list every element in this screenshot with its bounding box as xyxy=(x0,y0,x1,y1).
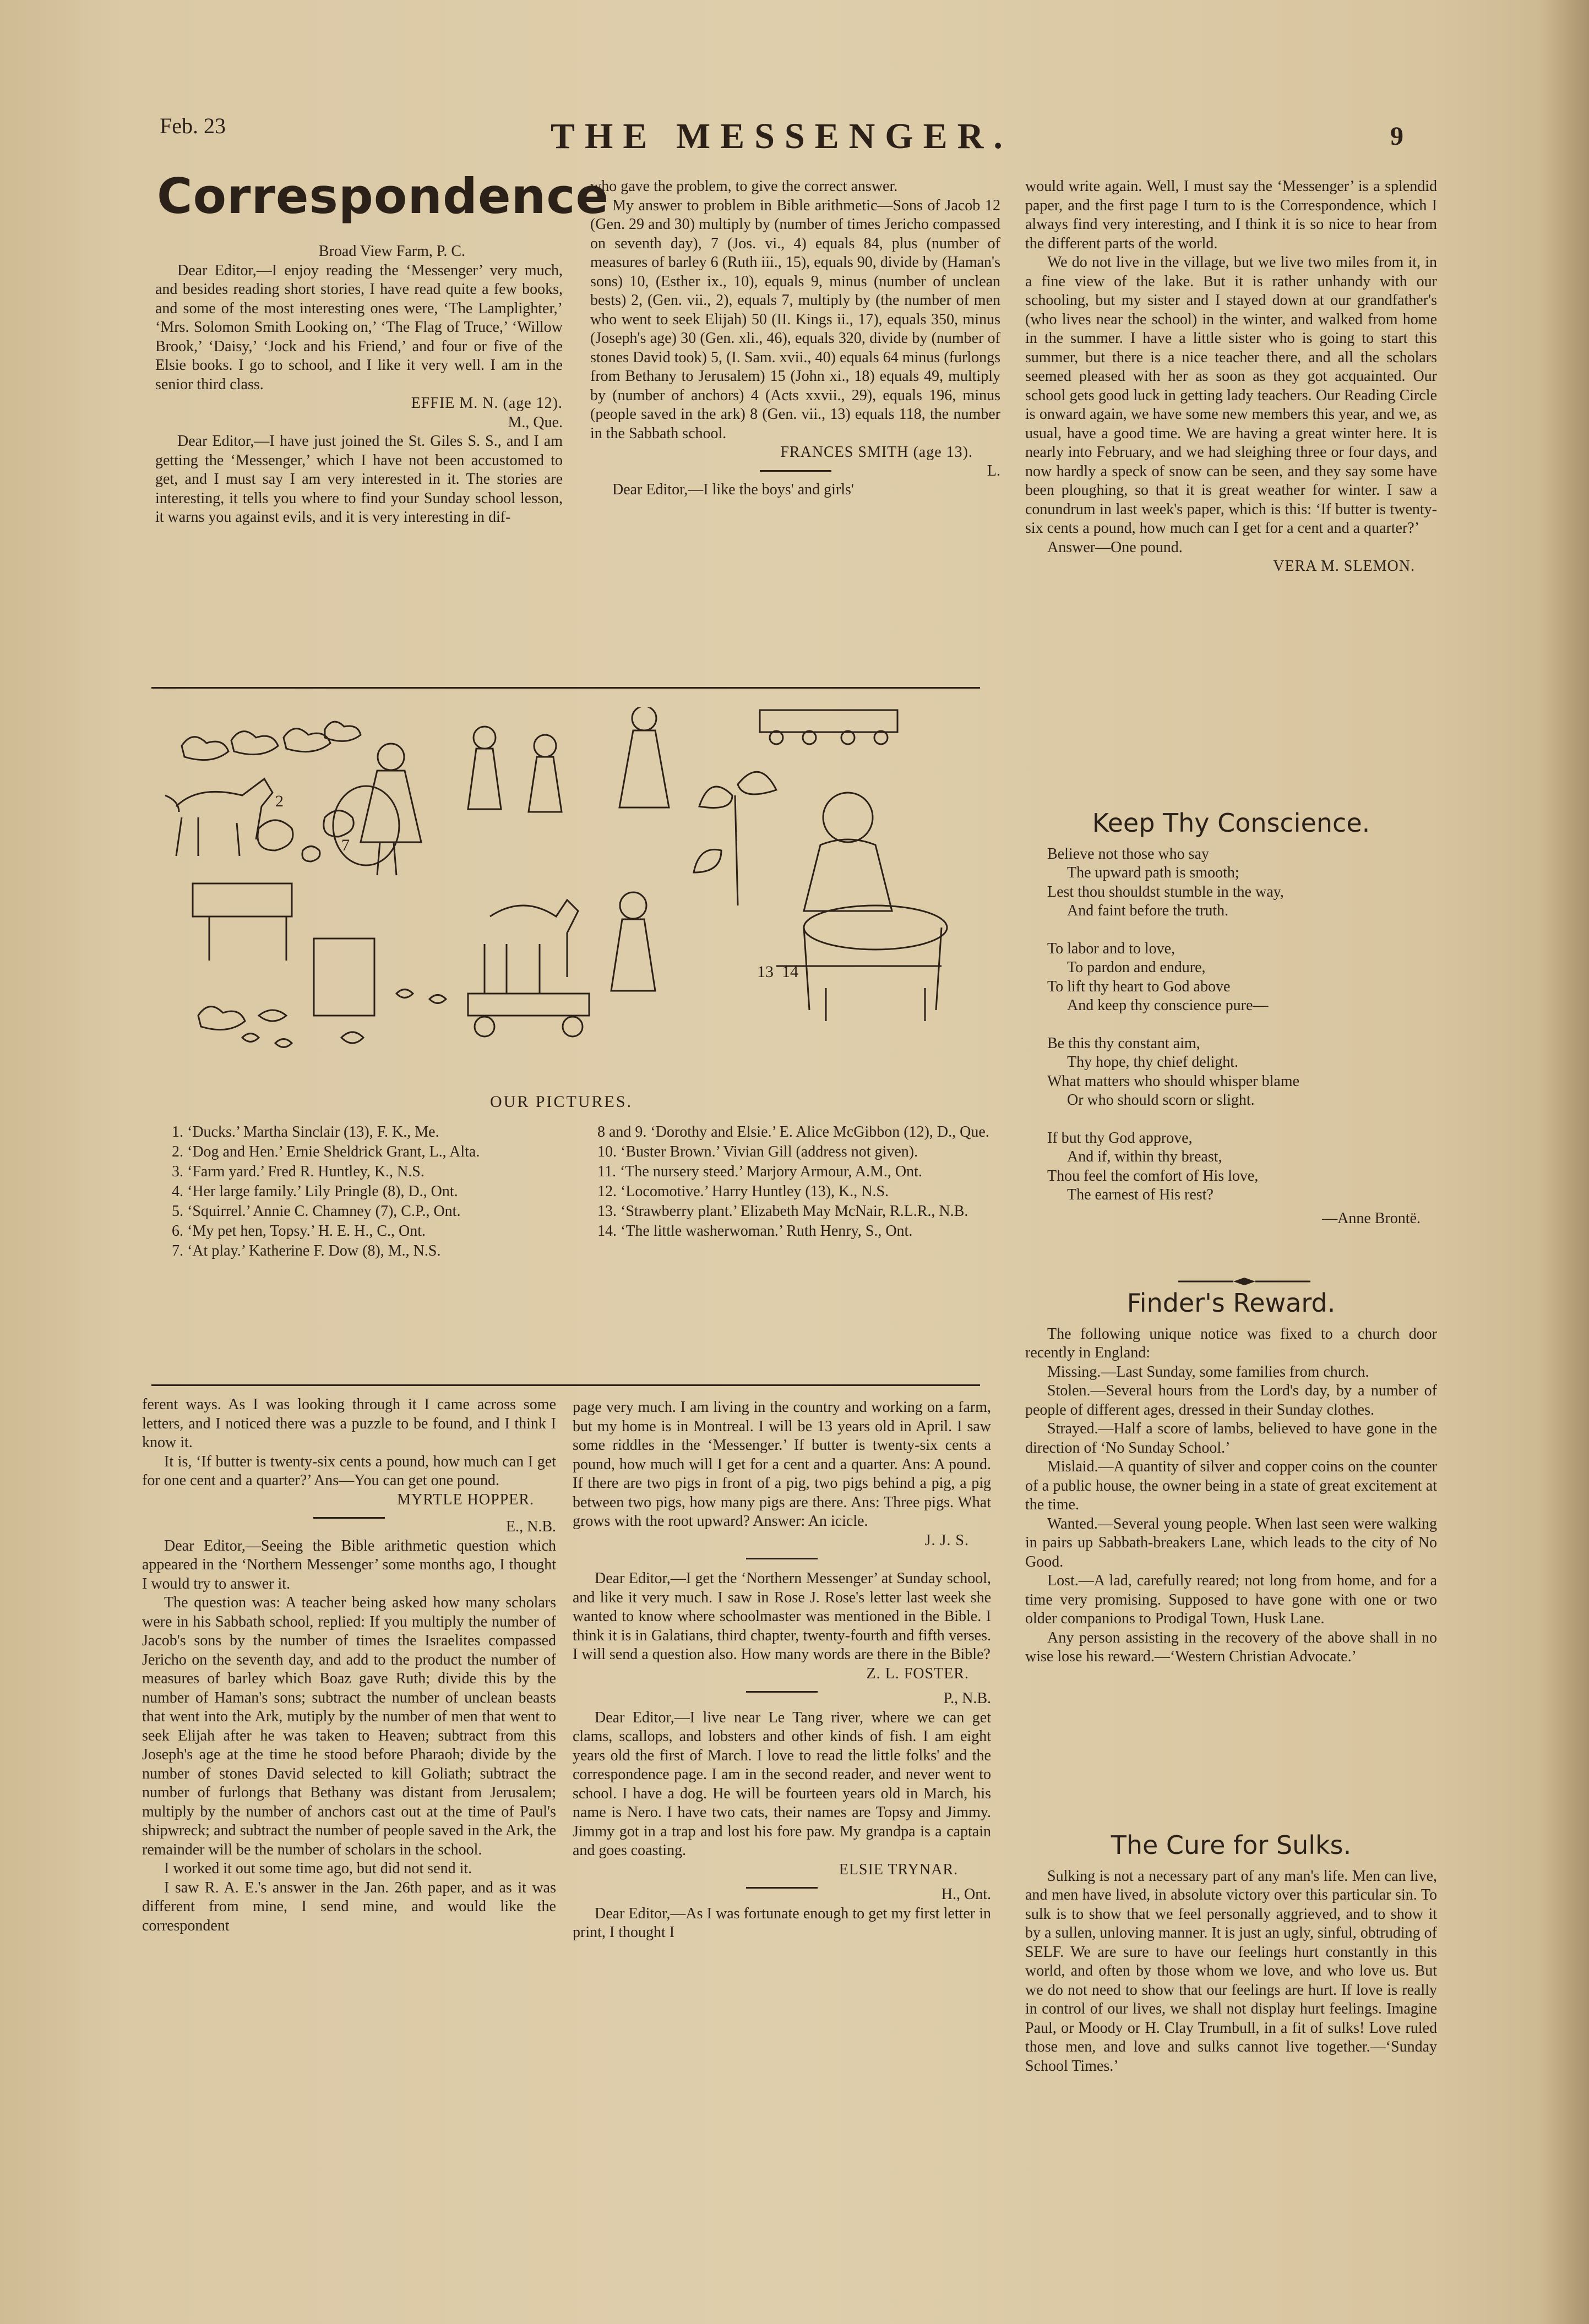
letter-signature: VERA M. SLEMON. xyxy=(1273,558,1415,575)
finders-reward-section xyxy=(1025,1288,1437,1667)
poem-line: Thy hope, thy chief delight. xyxy=(1067,1054,1239,1071)
letter-body: My answer to problem in Bible arithmetic—Sons of Jacob 12 (Gen. 29 and 30) multiply by (number of times Jericho compassed on seventh day), 7 (Jos. vi., 4) equals 84, plus (number of measures of barley 6 (Ruth iii., 15), equals 90, divide by (Haman's sons) 10, (Esther ix., 10), equals 9, minus (number of unclean bests) 2, (Gen. vii., 2), equals 7, multiply by (the number of men who went to seek Elijah) 50 (II. Kings ii., 17), equals 350, minus (Joseph's age) 30 (Gen. xli., 46), equals 320, divide by (number of stones David took) 5, (I. Sam. xvii., 40) equals 64 minus (furlongs from Bethany to Jerusalem) 15 (John xi., 18) equals 49, multiply by (number of anchors) 4 (Acts xxvii., 29), equals 196, minus (people saved in the ark) 8 (Gen. vii., 13) equals 118, the number in the Sabbath school. xyxy=(590,197,1000,442)
caption-item: 14. ‘The little washerwoman.’ Ruth Henry, S., Ont. xyxy=(597,1223,913,1240)
caption-item: 4. ‘Her large family.’ Lily Pringle (8), D., Ont. xyxy=(172,1183,458,1200)
article-paragraph: Wanted.—Several young people. When last seen were walking in pairs up Sabbath-breakers Lane, which leads to the city of No Good. xyxy=(1025,1515,1437,1570)
poem-line: To lift thy heart to God above xyxy=(1047,978,1231,995)
farm-yard-drawing xyxy=(193,883,446,1048)
caption-item: 13. ‘Strawberry plant.’ Elizabeth May McNair, R.L.R., N.B. xyxy=(597,1203,968,1220)
letter-location: M., Que. xyxy=(508,413,563,431)
column-2-top xyxy=(590,177,1000,500)
pictures-captions-left xyxy=(155,1123,557,1262)
caption-item: 12. ‘Locomotive.’ Harry Huntley (13), K., N.S. xyxy=(597,1183,889,1200)
page-spine-shadow xyxy=(1539,0,1589,2324)
column-3-top xyxy=(1025,177,1437,576)
letter-location: L. xyxy=(987,462,1000,479)
letter-body: The question was: A teacher being asked how many scholars were in his Sabbath school, replied: If you multiply the number of Jacob's sons by the number of times the Israelites compassed Jericho on the seventh day, and add to the product the number of measures of barley which Boaz gave Ruth; divide this by the number of Haman's sons; subtract the number of unclean beasts that went into the Ark, mutiply by the number of men that went to seek Elijah after he was taken to Heaven; subtract from this Joseph's age at the time he stood before Pharaoh; divide by the number of stones David selected to kill Goliath; subtract the number of furlongs that Bethany was distant from Jerusalem; multiply by the number of anchors cast out at the time of Paul's shipwreck; and subtract the number of people saved in the Ark, the remainder will be the number of scholars in the school. xyxy=(142,1594,556,1858)
letter-signature: Z. L. FOSTER. xyxy=(866,1665,969,1682)
caption-item: 2. ‘Dog and Hen.’ Ernie Sheldrick Grant, L., Alta. xyxy=(172,1143,480,1160)
washerwoman-drawing xyxy=(776,793,947,1021)
letter-body: It is, ‘If butter is twenty-six cents a pound, how much can I get for one cent and a quarter?’ Ans—You can get one pound. xyxy=(142,1453,556,1489)
page-number: 9 xyxy=(1390,122,1403,151)
correspondence-title: Correspondence xyxy=(157,168,610,225)
poem-title: Keep Thy Conscience. xyxy=(1092,808,1370,838)
letter-signature: MYRTLE HOPPER. xyxy=(397,1491,534,1508)
letter-location: Broad View Farm, P. C. xyxy=(318,243,466,260)
letter-body: Dear Editor,—I get the ‘Northern Messenger’ at Sunday school, and like it very much. I saw in Rose J. Rose's letter last week she wanted to know where schoolmaster was mentioned in the Bible. I think it is in Galatians, third chapter, twenty-fourth and fifth verses. I will send a question also. How many words are there in the Bible? xyxy=(573,1570,991,1663)
picture-number-label: 7 xyxy=(341,836,350,854)
ducks-drawing xyxy=(182,722,361,760)
letter-body: I worked it out some time ago, but did not send it. xyxy=(164,1860,472,1877)
letter-body: Dear Editor,—I like the boys' and girls' xyxy=(612,481,854,498)
letter-signature: EFFIE M. N. (age 12). xyxy=(411,395,563,412)
pictures-caption-title: OUR PICTURES. xyxy=(490,1093,633,1111)
section-rule xyxy=(151,687,980,689)
poem-line: The upward path is smooth; xyxy=(1067,864,1239,881)
poem-line: And faint before the truth. xyxy=(1067,902,1229,919)
finders-reward-title: Finder's Reward. xyxy=(1127,1288,1336,1318)
column-1-bottom xyxy=(142,1395,556,1935)
caption-item: 10. ‘Buster Brown.’ Vivian Gill (address not given). xyxy=(597,1143,918,1160)
caption-item: 7. ‘At play.’ Katherine F. Dow (8), M., N.S. xyxy=(172,1242,441,1259)
article-paragraph: Sulking is not a necessary part of any man's life. Men can live, and men have lived, in absolute victory over this particular sin. To sulk is to show that we feel personally aggrieved, and to show it by a sullen, unloving manner. It is just an ugly, sinful, obtruding of SELF. We are sure to have our feelings hurt constantly in this world, and often by those whom we love, and who love us. But we do not need to show that our feelings are hurt. If love is really in control of our lives, we shall not display hurt feelings. Imagine Paul, or Moody or H. Clay Trumbull, in a fit of sulks! Love ruled those men, and love and sulks cannot live together.—‘Sunday School Times.’ xyxy=(1025,1867,1437,2075)
letter-body: Dear Editor,—As I was fortunate enough to get my first letter in print, I thought I xyxy=(573,1905,991,1941)
separator-rule xyxy=(746,1558,818,1559)
article-paragraph: The following unique notice was fixed to a church door recently in England: xyxy=(1025,1325,1437,1361)
article-paragraph: Lost.—A lad, carefully reared; not long from home, and for a time very promising. Supposed to have gone with one or two older companions to Prodigal Town, Husk Lane. xyxy=(1025,1572,1437,1627)
letter-location: H., Ont. xyxy=(941,1886,991,1903)
poem-line: What matters who should whisper blame xyxy=(1047,1072,1300,1090)
poem-line: To labor and to love, xyxy=(1047,940,1176,957)
nursery-steed-drawing xyxy=(468,892,655,1036)
article-paragraph: Any person assisting in the recovery of the above shall in no wise lose his reward.—‘Western Christian Advocate.’ xyxy=(1025,1629,1437,1665)
child-with-hoop-drawing xyxy=(333,744,421,875)
letter-body: would write again. Well, I must say the ‘Messenger’ is a splendid paper, and the first page I turn to is the Correspondence, which I always find very interesting, and I think it is so nice to hear from the different parts of the world. xyxy=(1025,178,1437,252)
cure-for-sulks-section xyxy=(1025,1830,1437,2076)
article-paragraph: Strayed.—Half a score of lambs, believed to have gone in the direction of ‘No Sunday School.’ xyxy=(1025,1420,1437,1456)
letter-body: Dear Editor,—I have just joined the St. Giles S. S., and I am getting the ‘Messenger,’ which I have not been accustomed to get, and I must say I am very interested in it. The stories are interesting, it tells you where to find your Sunday school lesson, it warns you against evils, and it is very interesting in dif- xyxy=(155,433,563,526)
letter-body: ferent ways. As I was looking through it I came across some letters, and I noticed there was a puzzle to be found, and I think I know it. xyxy=(142,1396,556,1451)
column-1-top xyxy=(155,242,563,527)
poem-line: The earnest of His rest? xyxy=(1067,1186,1213,1203)
caption-item: 1. ‘Ducks.’ Martha Sinclair (13), F. K., Me. xyxy=(172,1123,439,1141)
masthead-title: THE MESSENGER. xyxy=(551,116,1013,156)
poem-author: —Anne Brontë. xyxy=(1322,1209,1421,1227)
poem-line: If but thy God approve, xyxy=(1047,1129,1193,1147)
poem-line: To pardon and endure, xyxy=(1067,959,1206,976)
article-paragraph: Missing.—Last Sunday, some families from church. xyxy=(1047,1363,1369,1381)
letter-body: I saw R. A. E.'s answer in the Jan. 26th paper, and as it was different from mine, I send mine, and would like the correspondent xyxy=(142,1879,556,1934)
dolls-drawing xyxy=(468,707,669,812)
section-rule xyxy=(151,1384,980,1386)
picture-number-label: 13 xyxy=(757,963,774,981)
poem-section xyxy=(1025,808,1437,1228)
letter-body: We do not live in the village, but we live two miles from it, in a fine view of the lake. But it is rather unhandy with our schooling, but my sister and I stayed down at our grandfather's (who lives near the school) in the winter, and walked from home in the summer. I have a little sister who is going to start this summer, but there is a nice teacher there, and all the scholars seemed pleased with her as soon as they got acquainted. Our school gets good luck in getting lady teachers. Our Reading Circle is onward again, we have some new members this year, and we, as usual, have a good time. We are having a great winter here. It is nearly into February, and we had sleighing three or four days, and now hardly a speck of snow can be seen, and they say some have been ploughing, so that it is great weather for winter. I saw a conundrum in last week's paper, which is this: ‘If butter is twenty-six cents a pound, how much can I get for a cent and a quarter?’ xyxy=(1025,254,1437,537)
letter-body: page very much. I am living in the country and working on a farm, but my home is in Montreal. I will be 13 years old in April. I saw some riddles in the ‘Messenger.’ If butter is twenty-six cents a pound, how much will I get for a cent and a quarter. Ans: A pound. If there are two pigs in front of a pig, two pigs behind a pig, a pig between two pigs, how many pigs are there. Ans: Three pigs. What grows with the root upward? Answer: An icicle. xyxy=(573,1399,991,1530)
article-paragraph: Stolen.—Several hours from the Lord's day, by a number of people of different ages, dressed in their Sunday clothes. xyxy=(1025,1382,1437,1419)
letter-location: P., N.B. xyxy=(943,1690,991,1707)
caption-item: 3. ‘Farm yard.’ Fred R. Huntley, K., N.S. xyxy=(172,1163,425,1180)
locomotive-drawing xyxy=(760,710,897,744)
cure-for-sulks-title: The Cure for Sulks. xyxy=(1111,1830,1352,1860)
poem-line: And keep thy conscience pure— xyxy=(1067,997,1269,1014)
poem-line: Or who should scorn or slight. xyxy=(1067,1092,1255,1109)
hen-drawing xyxy=(258,811,353,862)
poem-line: And if, within thy breast, xyxy=(1067,1148,1222,1165)
letter-signature: FRANCES SMITH (age 13). xyxy=(780,444,973,461)
caption-item: 5. ‘Squirrel.’ Annie C. Chamney (7), C.P., Ont. xyxy=(172,1203,461,1220)
dog-drawing xyxy=(165,779,273,856)
picture-number-label: 2 xyxy=(275,792,284,810)
poem-line: Lest thou shouldst stumble in the way, xyxy=(1047,883,1284,901)
letter-body: who gave the problem, to give the correct answer. xyxy=(590,178,898,195)
poem-line: Believe not those who say xyxy=(1047,845,1209,863)
letter-signature: ELSIE TRYNAR. xyxy=(839,1861,958,1878)
caption-item: 11. ‘The nursery steed.’ Marjory Armour, A.M., Ont. xyxy=(597,1163,922,1180)
caption-item: 8 and 9. ‘Dorothy and Elsie.’ E. Alice McGibbon (12), D., Que. xyxy=(597,1123,989,1141)
pictures-captions-right xyxy=(581,1123,999,1242)
letter-body: Dear Editor,—Seeing the Bible arithmetic question which appeared in the ‘Northern Messenger’ some months ago, I thought I would try to answer it. xyxy=(142,1537,556,1592)
letter-location: E., N.B. xyxy=(506,1518,556,1535)
article-paragraph: Mislaid.—A quantity of silver and copper coins on the counter of a public house, the owner being in a state of great excitement at the time. xyxy=(1025,1458,1437,1513)
letter-body: Dear Editor,—I live near Le Tang river, where we can get clams, scallops, and lobsters and other kinds of fish. I am eight years old the first of March. I love to read the little folks' and the correspondence page. I am in the second reader, and never went to school. I have a dog. He will be fourteen years old in March, his name is Nero. I have two cats, their names are Topsy and Jimmy. Jimmy got in a trap and lost his fore paw. My grandpa is a captain and goes coasting. xyxy=(573,1709,991,1859)
issue-date: Feb. 23 xyxy=(160,113,226,138)
ornament-divider xyxy=(1178,1276,1310,1287)
caption-item: 6. ‘My pet hen, Topsy.’ H. E. H., C., Ont. xyxy=(172,1223,426,1240)
poem-line: Be this thy constant aim, xyxy=(1047,1034,1200,1052)
column-2-bottom xyxy=(573,1398,991,1943)
letter-signature: J. J. S. xyxy=(924,1531,969,1549)
picture-number-label: 14 xyxy=(782,963,798,981)
strawberry-plant-drawing xyxy=(694,772,776,905)
poem-line: Thou feel the comfort of His love, xyxy=(1047,1167,1259,1185)
childrens-drawings-illustration xyxy=(160,707,969,1065)
riddle-answer: Answer—One pound. xyxy=(1047,538,1183,556)
letter-body: Dear Editor,—I enjoy reading the ‘Messenger’ very much, and besides reading short stories, I have read quite a few books, and some of the most interesting ones were, ‘The Lamplighter,’ ‘Mrs. Solomon Smith Looking on,’ ‘The Flag of Truce,’ ‘Willow Brook,’ ‘Daisy,’ ‘Jock and his Friend,’ and four or five of the Elsie books. I go to school, and I like it very well. I am in the senior third class. xyxy=(155,261,563,393)
